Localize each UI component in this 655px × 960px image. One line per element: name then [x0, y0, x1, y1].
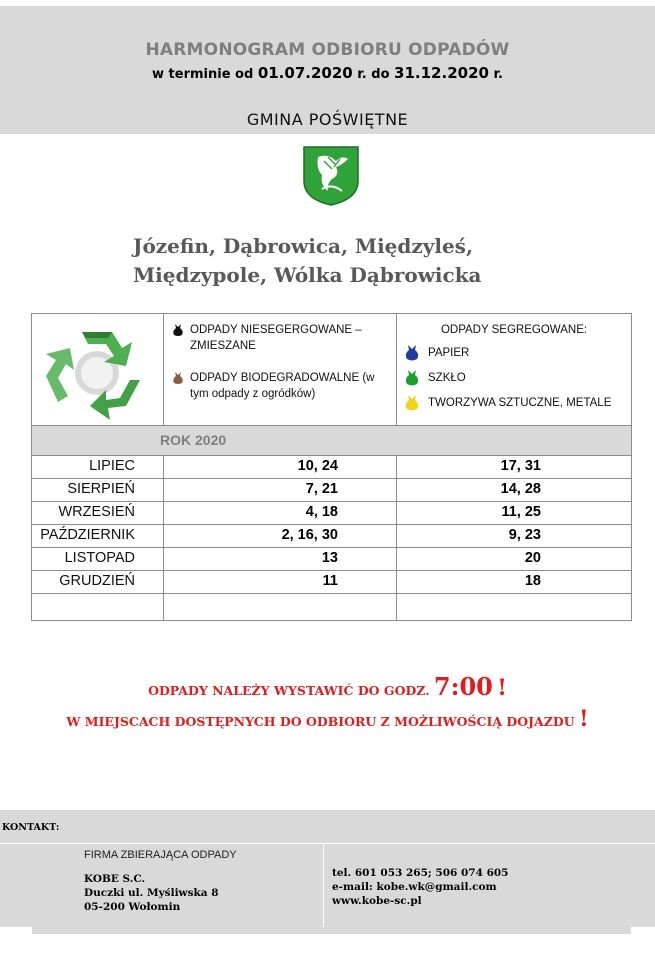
period-suffix: r. — [493, 67, 503, 82]
segregated-dates-cell: 9, 23 — [508, 527, 541, 543]
contact-website[interactable]: www.kobe-sc.pl — [332, 895, 422, 907]
period-mid: r. do — [357, 67, 390, 82]
mixed-dates-cell: 10, 24 — [297, 458, 338, 474]
legend-segregated-heading: ODPADY SEGREGOWANE: — [440, 324, 588, 336]
firm-address — [84, 872, 219, 914]
localities-line-2: Międzypole, Wólka Dąbrowicka — [133, 263, 482, 287]
firm-street: Duczki ul. Myśliwska 8 — [84, 887, 219, 899]
localities-line-1: Józefin, Dąbrowica, Międzyleś, — [133, 234, 473, 258]
yellow-bag-icon — [404, 394, 420, 412]
blue-bag-icon — [404, 344, 420, 362]
contact-email[interactable]: e-mail: kobe.wk@gmail.com — [332, 881, 497, 893]
firm-name: KOBE S.C. — [84, 873, 146, 885]
gmina-name: GMINA POŚWIĘTNE — [246, 110, 409, 129]
contact-phone: tel. 601 053 265; 506 074 605 — [332, 867, 509, 879]
year-label: ROK 2020 — [160, 432, 227, 448]
table-row — [32, 478, 631, 501]
legend-mixed-bio — [172, 322, 392, 402]
month-cell: LISTOPAD — [64, 550, 135, 566]
exclamation-icon: ! — [497, 675, 507, 701]
mixed-dates-cell: 2, 16, 30 — [281, 527, 338, 543]
legend-bio: ODPADY BIODEGRADOWALNE (w tym odpady z ogródków) — [172, 370, 392, 402]
year-band — [32, 425, 631, 455]
contact-details — [332, 866, 509, 908]
notice-time-value: 7:00 — [433, 672, 493, 701]
month-cell: GRUDZIEŃ — [59, 573, 135, 589]
mixed-dates-cell: 7, 21 — [305, 481, 338, 497]
table-row — [32, 570, 631, 593]
date-from: 01.07.2020 — [257, 64, 353, 82]
segregated-dates-cell: 14, 28 — [500, 481, 541, 497]
legend-mixed: ODPADY NIESEGERGOWANE – ZMIESZANE — [172, 322, 392, 354]
mixed-dates-cell: 11 — [322, 573, 338, 589]
table-row — [32, 547, 631, 570]
notice-line-1: ODPADY NALEŻY WYSTAWIĆ DO GODZ. — [148, 683, 430, 698]
exclamation-icon: ! — [578, 706, 589, 732]
legend-segregated — [398, 324, 630, 417]
green-bag-icon — [404, 369, 420, 387]
localities — [133, 232, 482, 290]
table-row — [32, 524, 631, 547]
page-title: HARMONOGRAM ODBIORU ODPADÓW — [145, 40, 510, 60]
legend-plastics: TWORZYWA SZTUCZNE, METALE — [398, 392, 630, 417]
period-prefix: w terminie od — [152, 67, 254, 82]
month-cell: LIPIEC — [89, 458, 135, 474]
firm-heading: FIRMA ZBIERAJĄCA ODPADY — [84, 849, 237, 861]
firm-postal: 05-200 Wołomin — [84, 901, 181, 913]
notice-time — [0, 672, 655, 701]
mixed-dates-cell: 4, 18 — [305, 504, 338, 520]
brown-bag-icon — [172, 371, 184, 385]
legend-glass: SZKŁO — [398, 367, 630, 392]
coat-of-arms-icon — [302, 145, 360, 207]
month-cell: WRZESIEŃ — [58, 504, 135, 520]
notice-line-2: W MIEJSCACH DOSTĘPNYCH DO ODBIORU Z MOŻLIWOŚCIĄ DOJAZDU — [66, 714, 575, 729]
contact-divider — [323, 843, 324, 927]
segregated-dates-cell: 20 — [524, 550, 541, 566]
black-bag-icon — [172, 323, 184, 337]
date-to: 31.12.2020 — [394, 64, 489, 82]
segregated-dates-cell: 18 — [524, 573, 541, 589]
table-row — [32, 501, 631, 524]
month-cell: SIERPIEŃ — [67, 481, 135, 497]
segregated-dates-cell: 17, 31 — [500, 458, 541, 474]
table-row — [32, 455, 631, 478]
schedule-table — [31, 313, 632, 621]
legend-paper: PAPIER — [398, 342, 630, 367]
recycle-icon — [42, 322, 152, 424]
segregated-dates-cell: 11, 25 — [501, 504, 541, 520]
notice-access — [0, 706, 655, 732]
period-line — [0, 64, 655, 82]
contact-label: KONTAKT: — [2, 822, 60, 833]
month-cell: PAŹDZIERNIK — [40, 527, 135, 543]
mixed-dates-cell: 13 — [321, 550, 338, 566]
